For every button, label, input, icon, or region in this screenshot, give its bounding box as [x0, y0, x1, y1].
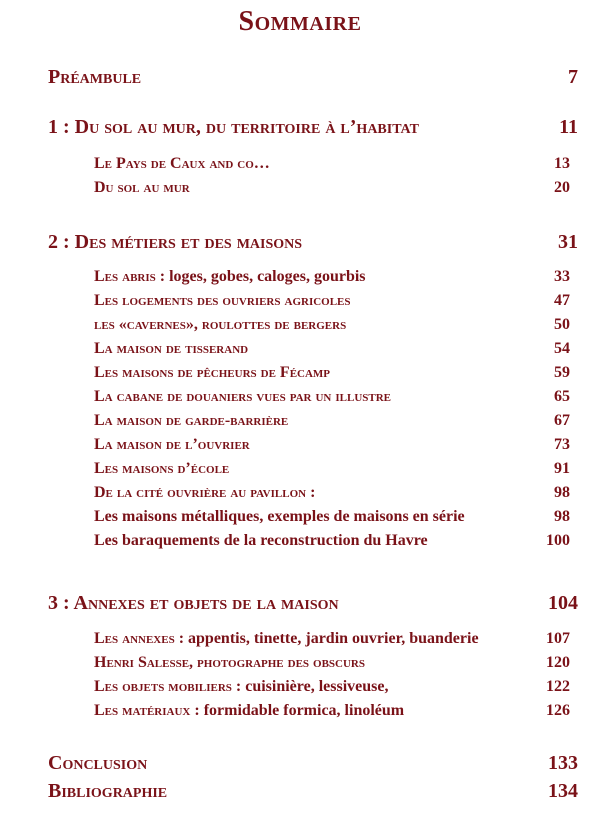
toc-label	[94, 630, 479, 648]
toc-label: La maison de garde-barrière	[94, 412, 289, 429]
toc-page-number: 100	[546, 532, 570, 549]
toc-page-number: 134	[548, 780, 578, 802]
toc-label	[94, 678, 388, 696]
toc-page-number: 107	[546, 630, 570, 647]
toc-page-number: 20	[554, 179, 570, 196]
toc-label: Les logements des ouvriers agricoles	[94, 292, 351, 309]
toc-label: 3 : Annexes et objets de la maison	[48, 592, 339, 614]
toc-page-number: 33	[554, 268, 570, 285]
toc-page-number: 133	[548, 752, 578, 774]
toc-label: Bibliographie	[48, 780, 168, 802]
toc-label: La maison de l’ouvrier	[94, 436, 250, 453]
toc-label-lead: Les annexes :	[94, 630, 189, 647]
toc-label	[94, 268, 366, 286]
toc-label-lead: Les objets mobiliers :	[94, 678, 246, 695]
toc-page-number: 67	[554, 412, 570, 429]
toc-label: Les maisons de pêcheurs de Fécamp	[94, 364, 331, 381]
toc-page-number: 7	[568, 66, 578, 88]
toc-label: Préambule	[48, 66, 142, 88]
toc-label-lead: Les abris :	[94, 268, 170, 285]
toc-label-detail: formidable formica, linoléum	[203, 702, 405, 719]
toc-label: La cabane de douaniers vues par un illustre	[94, 388, 392, 405]
toc-label: les «cavernes», roulottes de bergers	[94, 316, 347, 333]
toc-page-number: 65	[554, 388, 570, 405]
toc-page-number: 91	[554, 460, 570, 477]
toc-page-number: 54	[554, 340, 570, 357]
toc-page-number: 98	[554, 508, 570, 525]
toc-page-number: 98	[554, 484, 570, 501]
toc-label	[94, 702, 404, 720]
toc-label: Les baraquements de la reconstruction du Havre	[94, 532, 428, 549]
toc-page-number: 73	[554, 436, 570, 453]
toc-label: Les maisons d’école	[94, 460, 230, 477]
toc-label: Les maisons métalliques, exemples de maisons en série	[94, 508, 465, 525]
toc-label-detail: loges, gobes, caloges, gourbis	[169, 268, 366, 285]
toc-label-lead: Henri Salesse, photographe des obscurs	[94, 654, 365, 671]
toc-label: Du sol au mur	[94, 179, 190, 196]
toc-page-number: 11	[559, 116, 578, 138]
toc-page-number: 122	[546, 678, 570, 695]
toc-page-number: 50	[554, 316, 570, 333]
toc-label: 1 : Du sol au mur, du territoire à l’habitat	[48, 116, 419, 138]
toc-label-lead: Les matériaux :	[94, 702, 204, 719]
toc-page-number: 13	[554, 155, 570, 172]
toc-page-number: 31	[558, 231, 578, 253]
toc-label: De la cité ouvrière au pavillon :	[94, 484, 316, 501]
page-title: Sommaire	[238, 6, 362, 37]
toc-page-number: 120	[546, 654, 570, 671]
toc-label: Conclusion	[48, 752, 148, 774]
toc-label: 2 : Des métiers et des maisons	[48, 231, 303, 253]
toc-label: La maison de tisserand	[94, 340, 249, 357]
toc-label: Le Pays de Caux and co…	[94, 155, 270, 172]
toc-page-number: 126	[546, 702, 570, 719]
toc-page-number: 104	[548, 592, 578, 614]
toc-page-number: 59	[554, 364, 570, 381]
toc-label	[94, 654, 365, 672]
toc-label-detail: cuisinière, lessiveuse,	[245, 678, 389, 695]
toc-page-number: 47	[554, 292, 570, 309]
toc-label-detail: appentis, tinette, jardin ouvrier, buanderie	[188, 630, 479, 647]
